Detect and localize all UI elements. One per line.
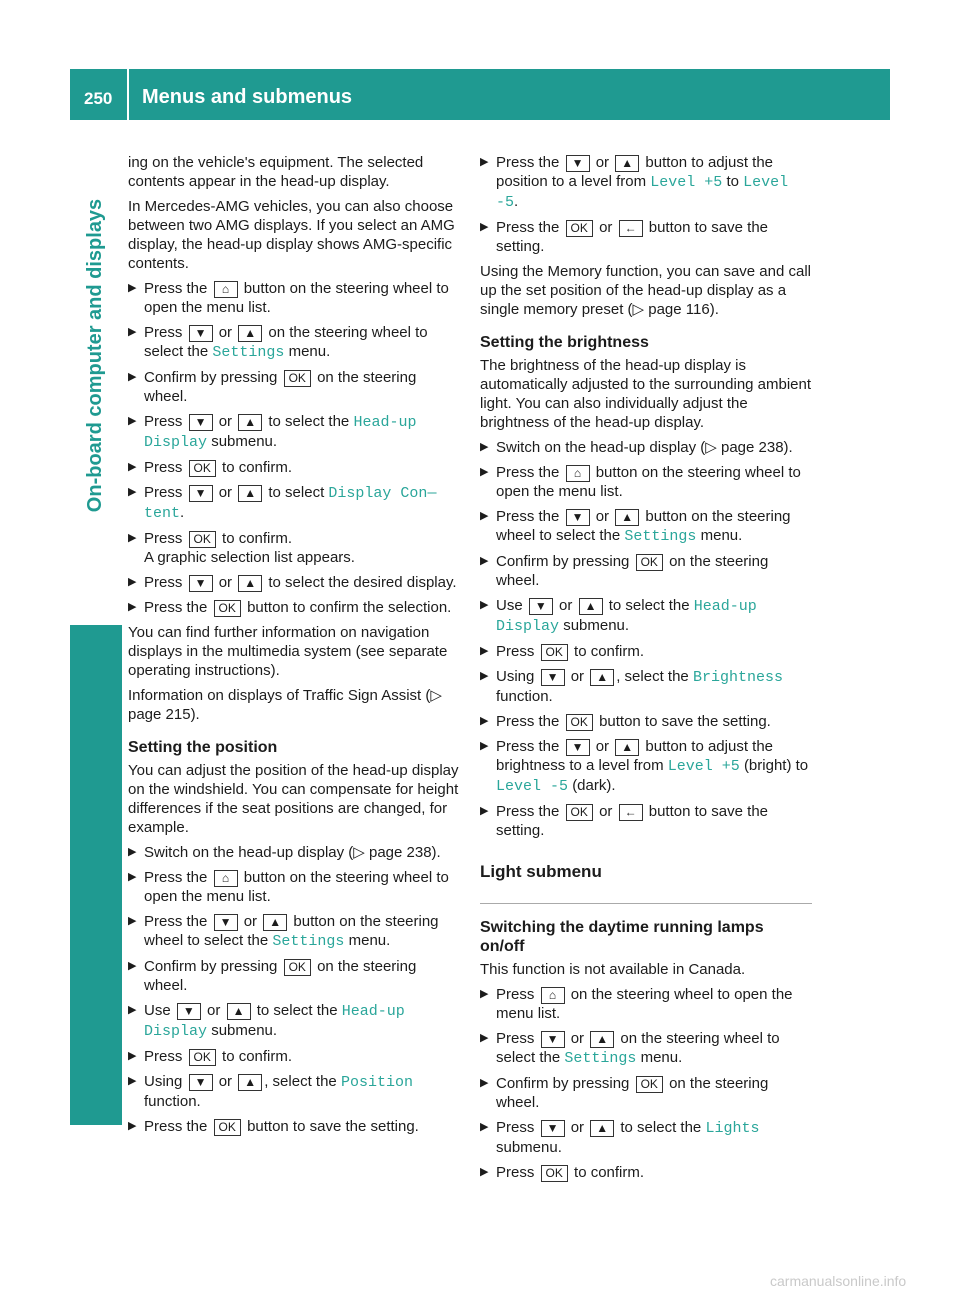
instruction-step: ▶ Press the ⌂ button on the steering wheel to open the menu list. [480, 463, 812, 501]
ok-key-icon: OK [566, 220, 593, 237]
up-key-icon: ▲ [590, 669, 614, 686]
instruction-step: ▶ Using ▼ or ▲ , select the Position function. [128, 1072, 460, 1111]
chapter-color-block [70, 625, 122, 1125]
ok-key-icon: OK [636, 1076, 663, 1093]
right-column [480, 153, 812, 1188]
instruction-step: ▶ Press the ▼ or ▲ button on the steering wheel to select the Settings menu. [128, 912, 460, 951]
down-key-icon: ▼ [189, 485, 213, 502]
down-key-icon: ▼ [189, 575, 213, 592]
paragraph: Information on displays of Traffic Sign Assist (▷ page 215). [128, 687, 442, 723]
section-heading: Setting the brightness [480, 334, 649, 351]
menu-term: Level -5 [496, 778, 569, 795]
instruction-step: ▶ Confirm by pressing OK on the steering wheel. [128, 368, 460, 406]
menu-term: Level +5 [667, 758, 740, 775]
home-key-icon: ⌂ [214, 281, 238, 298]
down-key-icon: ▼ [541, 1031, 565, 1048]
section-heading-major: Light submenu [480, 862, 602, 881]
instruction-step: ▶ Press the ⌂ button on the steering wheel to open the menu list. [128, 279, 460, 317]
instruction-step: ▶ Press OK to confirm. [128, 1047, 460, 1066]
instruction-step: ▶ Using ▼ or ▲ , select the Brightness function. [480, 667, 812, 706]
up-key-icon: ▲ [238, 1074, 262, 1091]
ok-key-icon: OK [284, 370, 311, 387]
ok-key-icon: OK [284, 959, 311, 976]
up-key-icon: ▲ [238, 485, 262, 502]
up-key-icon: ▲ [238, 575, 262, 592]
menu-term: Level +5 [650, 174, 723, 191]
instruction-step: ▶ Use ▼ or ▲ to select the Head-up Display submenu. [480, 596, 812, 636]
ok-key-icon: OK [636, 554, 663, 571]
left-column [128, 153, 460, 1142]
ok-key-icon: OK [189, 460, 216, 477]
menu-term: Head-up Display [496, 598, 757, 635]
instruction-step: ▶ Press ▼ or ▲ on the steering wheel to select the Settings menu. [128, 323, 460, 362]
instruction-step: ▶ Press the OK or ← button to save the setting. [480, 802, 812, 840]
page-header [70, 69, 890, 120]
ok-key-icon: OK [541, 644, 568, 661]
menu-term: Head-up Display [144, 1003, 405, 1040]
home-key-icon: ⌂ [214, 870, 238, 887]
menu-term: Settings [272, 933, 345, 950]
down-key-icon: ▼ [541, 669, 565, 686]
instruction-step: ▶ Use ▼ or ▲ to select the Head-up Display submenu. [128, 1001, 460, 1041]
section-heading: Setting the position [128, 739, 278, 756]
instruction-step: ▶ Press ▼ or ▲ to select Display Con—tent. [128, 483, 460, 523]
instruction-step: ▶ Switch on the head-up display (▷ page 238). [480, 438, 812, 457]
menu-term: Position [340, 1074, 413, 1091]
watermark: carmanualsonline.info [770, 1273, 907, 1289]
down-key-icon: ▼ [189, 325, 213, 342]
section-heading: Switching the daytime running lamps on/off [480, 919, 764, 955]
instruction-step: ▶ Confirm by pressing OK on the steering wheel. [480, 552, 812, 590]
down-key-icon: ▼ [566, 155, 590, 172]
back-key-icon: ← [619, 804, 643, 821]
paragraph: This function is not available in Canada. [480, 961, 746, 978]
instruction-step: ▶ Press OK to confirm. [480, 1163, 812, 1182]
ok-key-icon: OK [541, 1165, 568, 1182]
up-key-icon: ▲ [615, 739, 639, 756]
instruction-step: ▶ Press ▼ or ▲ to select the Head-up Display submenu. [128, 412, 460, 452]
up-key-icon: ▲ [615, 509, 639, 526]
page-number: 250 [84, 89, 113, 108]
up-key-icon: ▲ [238, 414, 262, 431]
menu-term: Lights [705, 1120, 760, 1137]
down-key-icon: ▼ [541, 1120, 565, 1137]
instruction-step: ▶ Confirm by pressing OK on the steering wheel. [128, 957, 460, 995]
instruction-step: ▶ Press ▼ or ▲ on the steering wheel to select the Settings menu. [480, 1029, 812, 1068]
instruction-step: ▶ Press the ⌂ button on the steering wheel to open the menu list. [128, 868, 460, 906]
instruction-step: ▶ Press ▼ or ▲ to select the desired display. [128, 573, 460, 592]
chapter-label-wrap [70, 120, 122, 590]
paragraph: ing on the vehicle's equipment. The selected contents appear in the head-up display. [128, 154, 424, 190]
menu-term: Head-up Display [144, 414, 417, 451]
menu-term: Brightness [692, 669, 783, 686]
instruction-step: ▶ Press ▼ or ▲ to select the Lights submenu. [480, 1118, 812, 1157]
ok-key-icon: OK [566, 714, 593, 731]
chapter-label: On-board computer and displays [84, 198, 107, 512]
instruction-step: ▶ Press the ▼ or ▲ button to adjust the brightness to a level from Level +5 (bright) to Level -5 (dark). [480, 737, 812, 796]
ok-key-icon: OK [566, 804, 593, 821]
chapter-side-tab [70, 120, 122, 1130]
paragraph: You can find further information on navigation displays in the multimedia system (see separate operating instructions). [128, 624, 448, 679]
down-key-icon: ▼ [529, 598, 553, 615]
ok-key-icon: OK [189, 531, 216, 548]
menu-term: Settings [564, 1050, 637, 1067]
paragraph: Using the Memory function, you can save and call up the set position of the head-up display as a single memory preset (▷ page 116). [480, 263, 812, 318]
paragraph: In Mercedes-AMG vehicles, you can also choose between two AMG displays. If you select an AMG display, the head-up display shows AMG-specific contents. [128, 198, 455, 272]
menu-term: Settings [624, 528, 697, 545]
up-key-icon: ▲ [579, 598, 603, 615]
up-key-icon: ▲ [238, 325, 262, 342]
menu-term: Level -5 [496, 174, 789, 211]
instruction-step: ▶ Switch on the head-up display (▷ page 238). [128, 843, 460, 862]
header-divider [127, 69, 129, 120]
down-key-icon: ▼ [566, 739, 590, 756]
page-title: Menus and submenus [142, 86, 353, 108]
menu-term: Settings [212, 344, 285, 361]
home-key-icon: ⌂ [541, 987, 565, 1004]
up-key-icon: ▲ [615, 155, 639, 172]
ok-key-icon: OK [189, 1049, 216, 1066]
paragraph: The brightness of the head-up display is automatically adjusted to the surrounding ambient light. You can also individually adjust the brightness of the head-up display. [480, 357, 812, 431]
up-key-icon: ▲ [263, 914, 287, 931]
instruction-step: ▶ Press the OK or ← button to save the setting. [480, 218, 812, 256]
home-key-icon: ⌂ [566, 465, 590, 482]
instruction-step: ▶ Confirm by pressing OK on the steering wheel. [480, 1074, 812, 1112]
up-key-icon: ▲ [227, 1003, 251, 1020]
instruction-step: ▶ Press OK to confirm. A graphic selection list appears. [128, 529, 460, 567]
instruction-step: ▶ Press OK to confirm. [128, 458, 460, 477]
section-divider [480, 903, 812, 904]
up-key-icon: ▲ [590, 1120, 614, 1137]
instruction-step: ▶ Press OK to confirm. [480, 642, 812, 661]
instruction-step: ▶ Press ⌂ on the steering wheel to open the menu list. [480, 985, 812, 1023]
instruction-step: ▶ Press the OK button to confirm the selection. [128, 598, 460, 617]
back-key-icon: ← [619, 220, 643, 237]
instruction-step: ▶ Press the OK button to save the setting. [480, 712, 812, 731]
instruction-step: ▶ Press the ▼ or ▲ button on the steering wheel to select the Settings menu. [480, 507, 812, 546]
down-key-icon: ▼ [177, 1003, 201, 1020]
paragraph: You can adjust the position of the head-up display on the windshield. You can compensate for height differences if the seat positions are changed, for example. [128, 762, 459, 836]
down-key-icon: ▼ [566, 509, 590, 526]
instruction-step: ▶ Press the ▼ or ▲ button to adjust the position to a level from Level +5 to Level -5. [480, 153, 812, 212]
ok-key-icon: OK [214, 600, 241, 617]
down-key-icon: ▼ [214, 914, 238, 931]
menu-term: Display Con—tent [144, 485, 437, 522]
up-key-icon: ▲ [590, 1031, 614, 1048]
ok-key-icon: OK [214, 1119, 241, 1136]
instruction-step: ▶ Press the OK button to save the setting. [128, 1117, 460, 1136]
down-key-icon: ▼ [189, 414, 213, 431]
down-key-icon: ▼ [189, 1074, 213, 1091]
